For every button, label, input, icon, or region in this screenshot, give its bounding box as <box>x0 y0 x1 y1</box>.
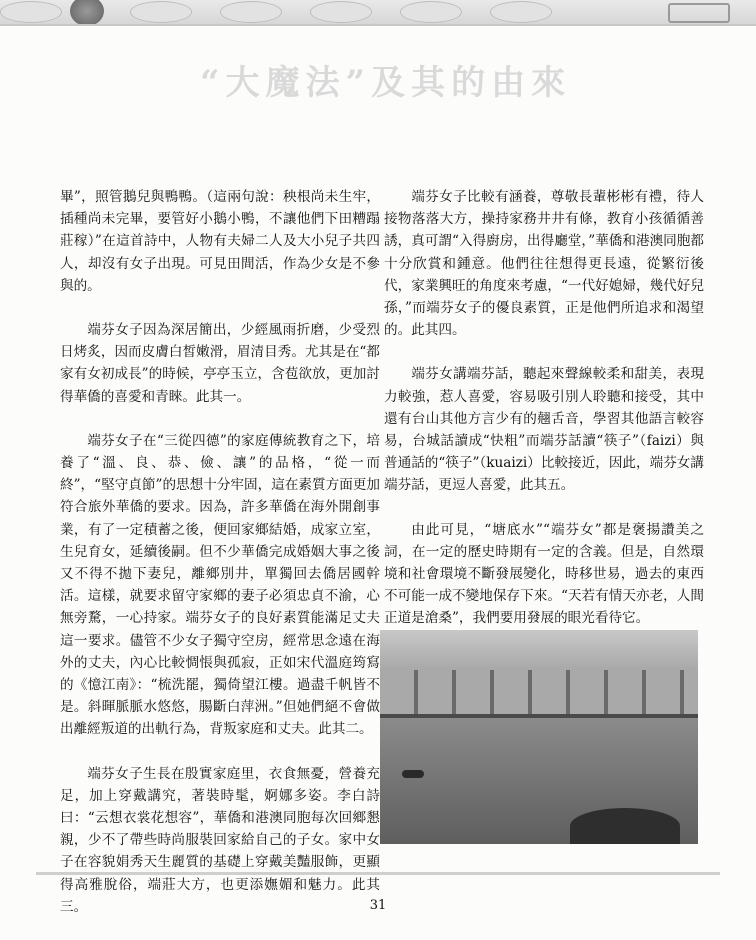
paragraph: 畢”，照管鵝兒與鴨鴨。（這兩句說：秧根尚未生牢，插種尚未完畢，要管好小鵝小鴨，不讓他們下田糟蹋莊稼）”在這首詩中，人物有夫婦二人及大小兒子共四人，却沒有女子出現。可見田間活，作為少女是不參與的。 <box>60 189 380 294</box>
ornament-swirl <box>490 1 552 23</box>
bleed-through-title: “大魔法”及其的由來 <box>200 63 572 103</box>
paragraph: 端芬女子在“三從四德”的家庭傳統教育之下，培養了“溫、良、恭、儉、讓”的品格，“從一而終”，“堅守貞節”的思想十分牢固，這在素質方面更加符合旅外華僑的要求。因為，許多華僑在海外開創事業，有了一定積蓄之後，便回家鄉結婚，成家立室，生兒育女，延續後嗣。但不少華僑完成婚姻大事之後又不得不拋下妻兒，離鄉別井，單獨回去僑居國幹活。這樣，就要求留守家鄉的妻子必須忠貞不渝，心無旁騖，一心持家。端芬女子的良好素質能滿足丈夫這一要求。儘管不少女子獨守空房，經常思念遠在海外的丈夫，內心比較惆悵與孤寂，正如宋代溫庭筠寫的《憶江南》：“梳洗罷，獨倚望江樓。過盡千帆皆不是。斜暉脈脈水悠悠，腸斷白萍洲。”但她們絕不會做出離經叛道的出軌行為，背叛家庭和丈夫。此其二。 <box>60 432 380 738</box>
ornament-swirl <box>130 1 192 23</box>
paragraph: 端芬女講端芬話，聽起來聲線較柔和甜美，表現力較強，惹人喜愛，容易吸引別人聆聽和接受，其中還有台山其他方言少有的翹舌音，學習其他語言較容易，台城話讀成“快粗”而端芬話讀“筷子”（faizi）與普通話的“筷子”（kuaizi）比較接近，因此，端芬女講端芬話，更逗人喜愛，此其五。 <box>384 366 704 494</box>
paragraph: 由此可見，“塘底水”“端芬女”都是褒揚讚美之詞，在一定的歷史時期有一定的含義。但是，自然環境和社會環境不斷發展變化，時移世易，過去的東西不可能一成不變地保存下來。“天若有情天亦老，人間正道是滄桑”，我們要用發展的眼光看待它。 <box>384 521 704 627</box>
header-decoration <box>0 0 756 24</box>
fishpond-photo <box>380 630 698 844</box>
ornament-swirl <box>220 1 282 23</box>
ornament-swirl <box>400 1 462 23</box>
ornament-swirl <box>0 1 62 23</box>
photo-trees <box>570 808 680 844</box>
page-number: 31 <box>369 898 387 913</box>
header-logo-icon <box>668 3 730 23</box>
paragraph: 端芬女子比較有涵養，尊敬長輩彬彬有禮，待人接物落落大方，操持家務井井有條，教育小孩循循善誘，真可謂“入得廚房，出得廳堂，”華僑和港澳同胞都十分欣賞和鍾意。他們往往想得更長遠，從繁衍後代，家業興旺的角度來考慮，“一代好媳婦，幾代好兒孫，”而端芬女子的優良素質，正是他們所追求和渴望的。此其四。 <box>384 189 704 339</box>
article-column-right <box>384 186 704 652</box>
ornament-orb-icon <box>70 0 104 24</box>
footer-rule <box>36 872 720 875</box>
photo-figures <box>402 770 424 778</box>
header-rule <box>0 24 756 26</box>
paragraph: 端芬女子生長在殷實家庭里，衣食無憂，營養充足，加上穿戴講究，著裝時髦，婀娜多姿。李白詩曰：“云想衣裳花想容”，華僑和港澳同胞每次回鄉懇親，少不了帶些時尚服裝回家給自己的子女。家中女子在容貌娟秀天生麗質的基礎上穿戴美豔服飾，更顯得高雅脫俗，端莊大方，也更添嫵媚和魅力。此其三。 <box>60 765 380 915</box>
ornament-swirl <box>310 1 372 23</box>
photo-ponds <box>380 670 698 720</box>
article-column-left <box>60 186 380 940</box>
paragraph: 端芬女子因為深居簡出，少經風雨折磨，少受烈日烤炙，因而皮膚白皙嫩滑，眉清目秀。尤其是在“都家有女初成長”的時候，亭亭玉立，含苞欲放，更加討得華僑的喜愛和青睞。此其一。 <box>60 322 380 405</box>
